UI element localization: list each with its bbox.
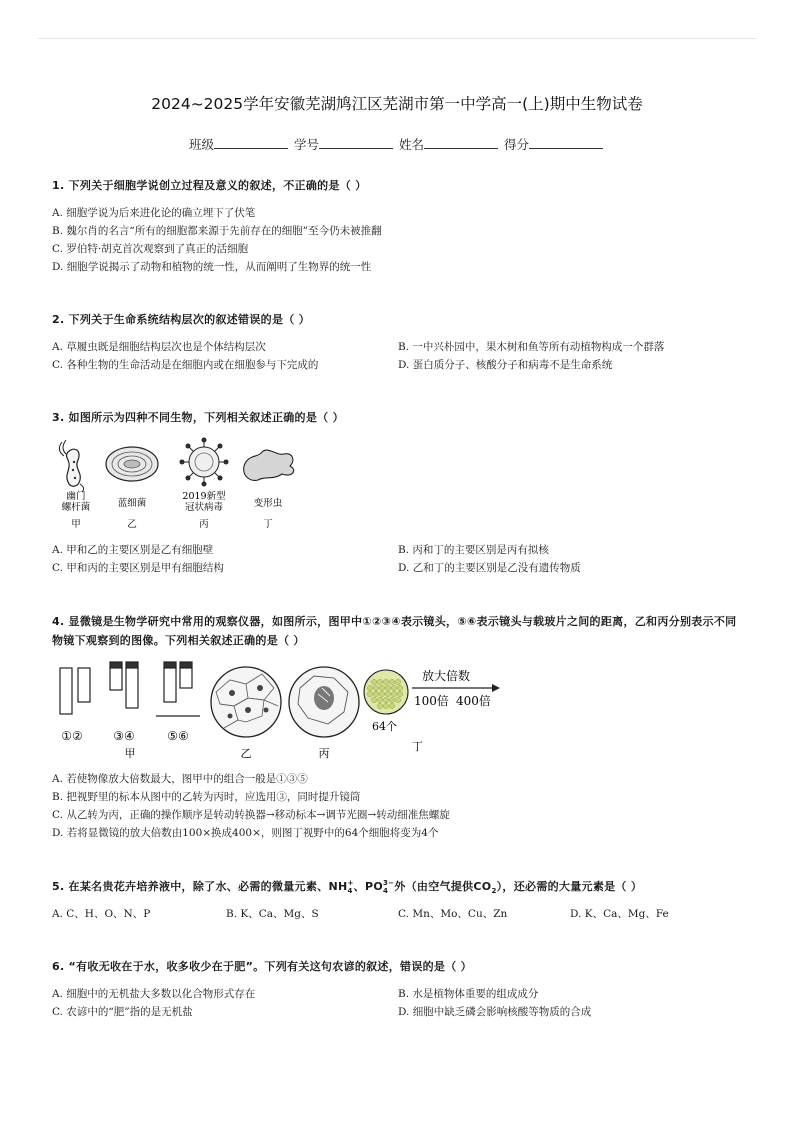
q3-label-yi: 乙 [127, 519, 137, 530]
q1-option-c: C. 罗伯特·胡克首次观察到了真正的活细胞 [52, 243, 249, 255]
header-divider [38, 38, 756, 39]
q4-label-ding: 丁 [412, 740, 423, 753]
q4-label-yi: 乙 [240, 747, 252, 760]
q3-label-ding: 丁 [263, 519, 273, 530]
q3-label-cyanobacteria: 蓝细菌 [117, 498, 147, 509]
q2-option-a: A. 草履虫既是细胞结构层次也是个体结构层次 [52, 341, 266, 353]
class-blank[interactable] [214, 136, 288, 149]
q4-label-jia: 甲 [124, 747, 136, 760]
q4-label-lens-12: ①② [61, 729, 83, 743]
lens-distance-diagram [156, 662, 200, 716]
q4-label-dist-56: ⑤⑥ [167, 729, 189, 743]
question-6-stem: 6. “有收无收在于水，收多收少在于肥”。下列有关这句农谚的叙述，错误的是（ ） [52, 960, 472, 973]
q4-option-d: D. 若将显微镜的放大倍数由100×换成400×，则图丁视野中的64个细胞将变为4个 [52, 827, 439, 839]
helicobacter-illustration [59, 440, 83, 492]
view-low-magnification [211, 667, 281, 737]
q4-label-100x: 100倍 [414, 694, 449, 708]
name-blank[interactable] [424, 136, 498, 149]
q3-label-h-pylori-1: 幽门 [66, 491, 86, 502]
q3-option-a: A. 甲和乙的主要区别是乙有细胞壁 [52, 544, 214, 556]
q3-organisms-figure [52, 436, 312, 534]
q3-label-virus-1: 2019新型 [182, 491, 226, 502]
objective-lenses [110, 662, 138, 708]
q4-label-magnification: 放大倍数 [422, 669, 471, 683]
page-title: 2024~2025学年安徽芜湖鸠江区芜湖市第一中学高一(上)期中生物试卷 [151, 95, 643, 113]
q6-option-c: C. 农谚中的“肥”指的是无机盐 [52, 1006, 193, 1018]
q5-option-a: A. C、H、O、N、P [52, 908, 151, 920]
question-4-stem: 4. 显微镜是生物学研究中常用的观察仪器，如图所示，图甲中①②③④表示镜头，⑤⑥表示镜头与载玻片之间的距离，乙和丙分别表示不同物镜下观察到的图像。下列相关叙述正确的是（ ） [52, 615, 737, 647]
q5-option-c: C. Mn、Mo、Cu、Zn [398, 908, 508, 920]
q1-option-a: A. 细胞学说为后来进化论的确立埋下了伏笔 [52, 207, 256, 219]
q6-option-b: B. 水是植物体重要的组成成分 [398, 988, 539, 1000]
view-cell-grid [364, 670, 408, 714]
info-label-class: 班级 [188, 137, 214, 152]
q3-option-c: C. 甲和丙的主要区别是甲有细胞结构 [52, 562, 224, 574]
view-high-magnification [289, 667, 359, 737]
question-3-stem: 3. 如图所示为四种不同生物，下列相关叙述正确的是（ ） [52, 411, 344, 424]
q3-label-amoeba: 变形虫 [253, 498, 283, 509]
question-2-stem: 2. 下列关于生命系统结构层次的叙述错误的是（ ） [52, 313, 310, 326]
q4-option-b: B. 把视野里的标本从图中的乙转为丙时，应选用③，同时提升镜筒 [52, 791, 361, 803]
cyanobacteria-illustration [106, 447, 158, 481]
info-label-score: 得分 [503, 137, 529, 152]
q3-label-jia: 甲 [71, 519, 81, 530]
q2-option-d: D. 蛋白质分子、核酸分子和病毒不是生命系统 [398, 359, 613, 371]
student-id-blank[interactable] [319, 136, 393, 149]
q3-option-d: D. 乙和丁的主要区别是乙没有遗传物质 [398, 562, 581, 574]
coronavirus-illustration [180, 438, 228, 486]
q4-label-bing: 丙 [318, 747, 330, 760]
q3-label-h-pylori-2: 螺杆菌 [61, 502, 91, 513]
q4-label-lens-34: ③④ [113, 729, 135, 743]
question-1-stem: 1. 下列关于细胞学说创立过程及意义的叙述，不正确的是（ ） [52, 179, 367, 192]
q5-option-d: D. K、Ca、Mg、Fe [570, 908, 669, 920]
q1-option-d: D. 细胞学说揭示了动物和植物的统一性，从而阐明了生物界的统一性 [52, 261, 372, 273]
info-label-name: 姓名 [398, 137, 424, 152]
q3-label-bing: 丙 [199, 519, 209, 530]
q4-microscope-figure [52, 658, 512, 762]
q3-option-b: B. 丙和丁的主要区别是丙有拟核 [398, 544, 549, 556]
score-blank[interactable] [529, 136, 603, 149]
question-5-stem: 5. 在某名贵花卉培养液中，除了水、必需的微量元素、NH + 4 、PO 3− 4 外（由空气提供$CO_2$），还必需的大量元素是（ ） [52, 879, 643, 896]
q4-label-400x: 400倍 [456, 694, 491, 708]
q2-option-c: C. 各种生物的生命活动是在细胞内或在细胞参与下完成的 [52, 359, 319, 371]
amoeba-illustration [244, 450, 294, 480]
q3-label-virus-2: 冠状病毒 [184, 502, 224, 513]
q4-label-64-cells: 64个 [372, 720, 397, 733]
q4-option-c: C. 从乙转为丙，正确的操作顺序是转动转换器→移动标本→调节光圈→转动细准焦螺旋 [52, 809, 450, 821]
info-label-student-id: 学号 [293, 137, 319, 152]
q5-option-b: B. K、Ca、Mg、S [226, 908, 319, 920]
q2-option-b: B. 一中兴朴园中，果木树和鱼等所有动植物构成一个群落 [398, 341, 665, 353]
arrow-head [492, 684, 500, 692]
q6-option-d: D. 细胞中缺乏磷会影响核酸等物质的合成 [398, 1006, 592, 1018]
q6-option-a: A. 细胞中的无机盐大多数以化合物形式存在 [52, 988, 256, 1000]
q1-option-b: B. 魏尔肖的名言“所有的细胞都来源于先前存在的细胞”至今仍未被推翻 [52, 225, 382, 237]
student-info-row [0, 135, 794, 153]
q4-option-a: A. 若使物像放大倍数最大，图甲中的组合一般是①③⑤ [52, 773, 308, 785]
eyepiece-lenses [60, 668, 90, 714]
